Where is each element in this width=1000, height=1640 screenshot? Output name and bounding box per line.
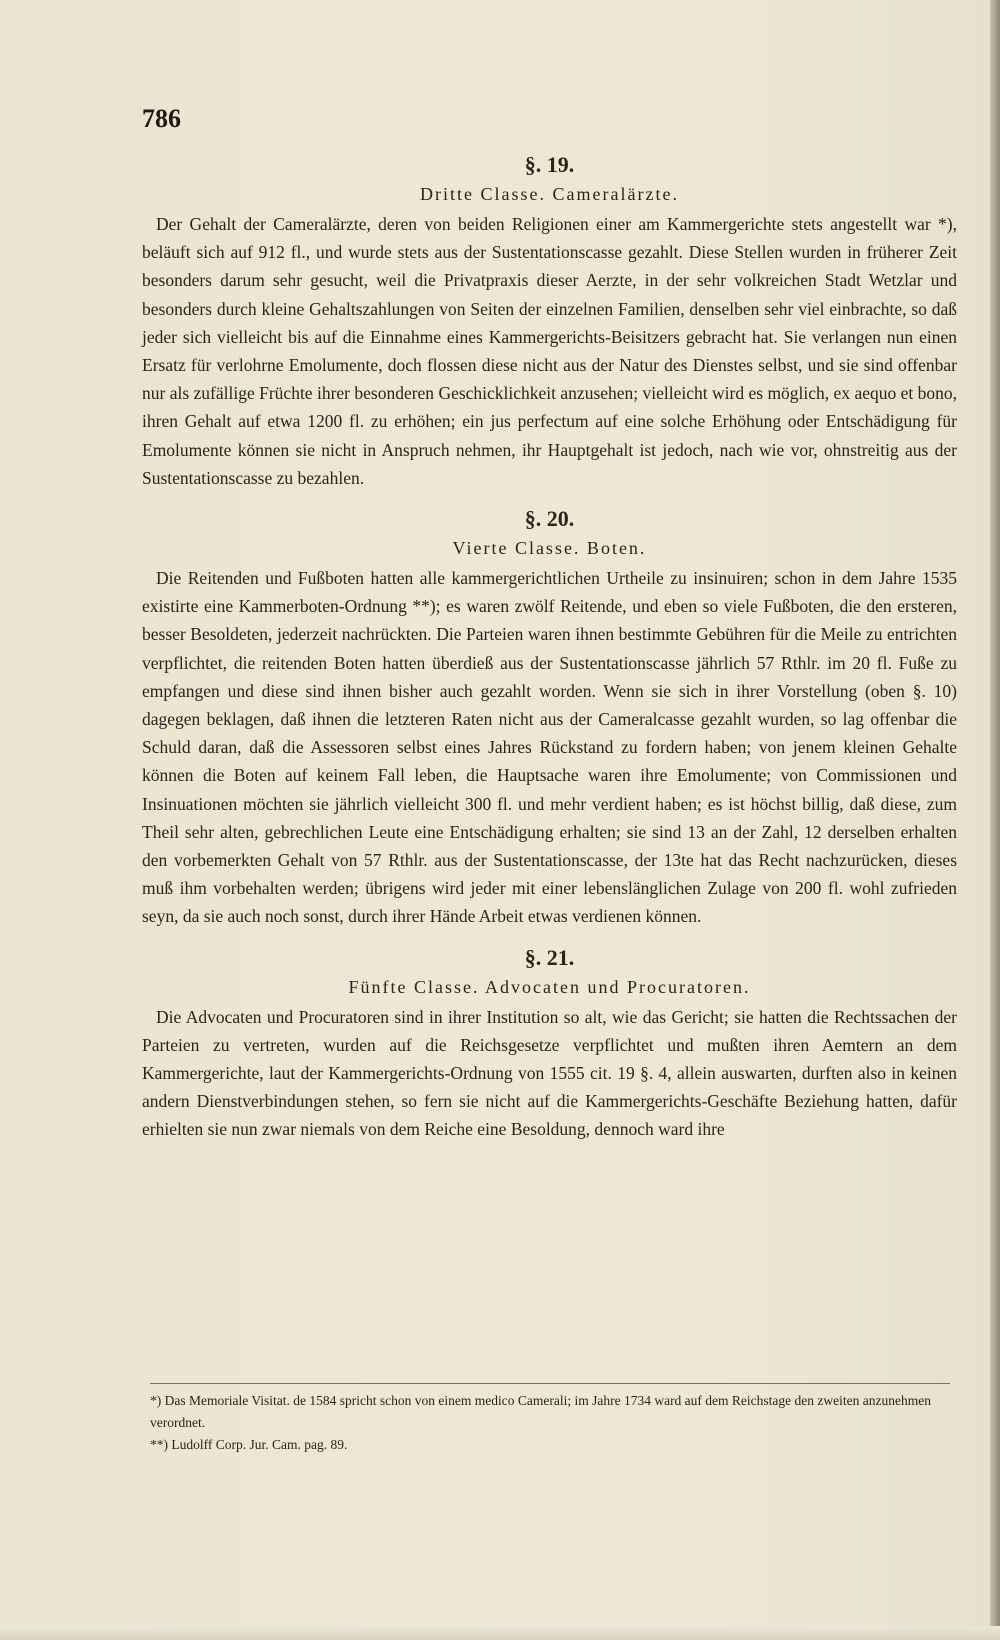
paragraph-boten: Die Reitenden und Fußboten hatten alle kammergerichtlichen Urtheile zu insinuiren; schon in dem Jahre 1535 existirte eine Kammerboten-Ordnung **); es waren zwölf Reitende, und eben so viele Fußboten, die den ersteren, besser Besoldeten, jederzeit nachrückten. Die Parteien waren ihnen bestimmte Gebühren für die Meile zu entrichten verpflichtet, die reitenden Boten hatten überdieß aus der Sustentationscasse jährlich 57 Rthlr. im 20 fl. Fuße zu empfangen und diese sind ihnen bisher auch gezahlt worden. Wenn sie sich in ihrer Vorstellung (oben §. 10) dagegen beklagen, daß ihnen die letzteren Raten nicht aus der Cameralcasse gezahlt wurden, so lag offenbar die Schuld daran, daß die Assessoren selbst eines Jahres Rückstand zu fordern haben; von jenem kleinen Gehalte können die Boten auf keinem Fall leben, die Hauptsache waren ihre Emolumente; von Commissionen und Insinuationen möchten sie jährlich vielleicht 300 fl. und mehr verdient haben; es ist höchst billig, daß diese, zum Theil sehr alten, gebrechlichen Leute eine Entschädigung erhalten; sie sind 13 an der Zahl, 12 derselben erhalten den vorbemerkten Gehalt von 57 Rthlr. aus der Sustentationscasse, der 13te hat das Recht nachzurücken, dieses muß ihm vorbehalten werden; übrigens wird jeder mit einer lebenslänglichen Zulage von 200 fl. wohl zufrieden seyn, da sie auch noch sonst, durch ihrer Hände Arbeit etwas verdienen können. xyxy=(142,568,957,927)
page-bottom-edge xyxy=(0,1626,1000,1640)
footnotes xyxy=(150,1383,950,1456)
page-edge-shadow xyxy=(990,0,1000,1640)
paragraph-cameralaerzte: Der Gehalt der Cameralärzte, deren von beiden Religionen einer am Kammergerichte stets angestellt war *), beläuft sich auf 912 fl., und wurde stets aus der Sustentationscasse gezahlt. Diese Stellen wurden in früherer Zeit besonders darum sehr gesucht, weil die Privatpraxis dieser Aerzte, in der sehr volkreichen Stadt Wetzlar und besonders durch kleine Gehaltszahlungen von Seiten der einzelnen Familien, denselben sehr viel einbrachte, so daß jeder sich vielleicht bis auf die Einnahme eines Kammergerichts-Beisitzers gebracht hat. Sie verlangen nun einen Ersatz für verlohrne Emolumente, doch flossen diese nicht aus der Natur des Dienstes selbst, und sie sind offenbar nur als zufällige Früchte ihrer besonderen Geschicklichkeit anzusehen; vielleicht wird es möglich, ex aequo et bono, ihren Gehalt auf etwa 1200 fl. zu erhöhen; ein jus perfectum auf eine solche Erhöhung oder Entschädigung für Emolumente können sie nicht in Anspruch nehmen, ihr Hauptgehalt ist jedoch, nach wie vor, ohnstreitig aus der Sustentationscasse zu bezahlen. xyxy=(142,214,957,488)
page-body xyxy=(142,150,957,1144)
class-heading-cameralaerzte: Dritte Classe. Cameralärzte. xyxy=(420,184,679,204)
section-gap xyxy=(142,931,957,943)
section-heading-19: §. 19. xyxy=(524,152,575,177)
footnote-1: *) Das Memoriale Visitat. de 1584 spricht schon von einem medico Camerali; im Jahre 1734 ward auf dem Reichstage den zweiten anzunehmen verordnet. xyxy=(150,1393,931,1430)
class-heading-advocaten: Fünfte Classe. Advocaten und Procuratoren. xyxy=(348,976,751,997)
footnote-2: **) Ludolff Corp. Jur. Cam. pag. 89. xyxy=(150,1437,348,1452)
section-heading-21: §. 21. xyxy=(524,944,575,970)
class-heading-boten: Vierte Classe. Boten. xyxy=(452,538,647,559)
section-heading-20: §. 20. xyxy=(524,506,575,532)
paragraph-advocaten: Die Advocaten und Procuratoren sind in ihrer Institution so alt, wie das Gericht; sie hatten die Rechtssachen der Parteien zu vertreten, wurden auf die Reichsgesetze verpflichtet und mußten ihren Aemtern an dem Kammergerichte, laut der Kammergerichts-Ordnung von 1555 cit. 19 §. 4, allein auswarten, durften also in keinen andern Dienstverbindungen stehen, so fern sie nicht auf die Kammergerichts-Geschäfte Beziehung hatten, dafür erhielten sie nun zwar niemals von dem Reiche eine Besoldung, dennoch ward ihre xyxy=(142,1006,957,1140)
section-gap xyxy=(142,492,957,504)
page-number: 786 xyxy=(142,104,181,133)
